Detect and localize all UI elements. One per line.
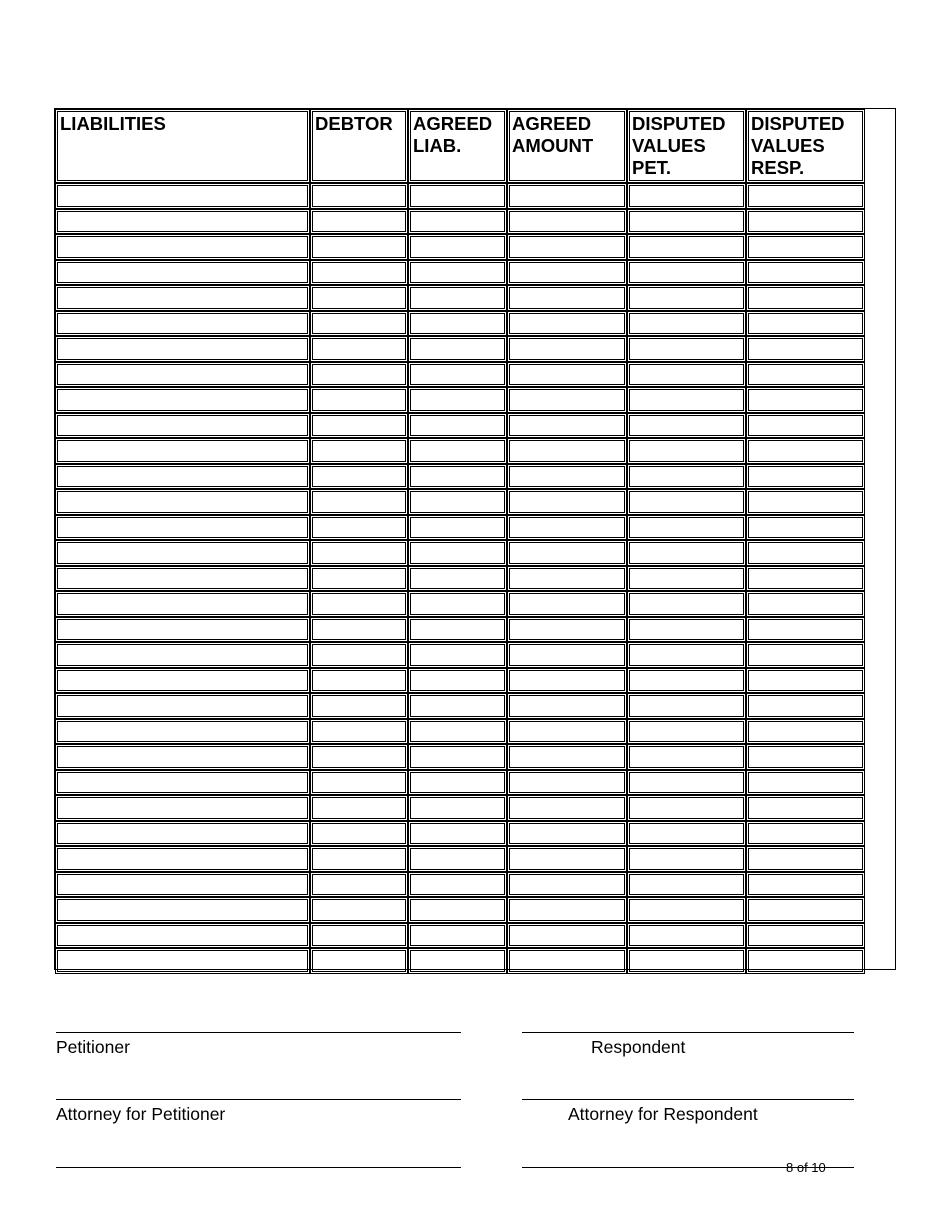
table-cell[interactable]	[310, 515, 408, 541]
table-row	[55, 260, 865, 286]
table-cell[interactable]	[507, 387, 627, 413]
header-liabilities: LIABILITIES	[55, 109, 310, 183]
table-cell[interactable]	[55, 413, 310, 439]
table-cell[interactable]	[746, 591, 865, 617]
table-row	[55, 591, 865, 617]
table-cell[interactable]	[746, 744, 865, 770]
table-row	[55, 183, 865, 209]
table-cell[interactable]	[408, 846, 507, 872]
table-cell[interactable]	[408, 362, 507, 388]
table-cell[interactable]	[310, 362, 408, 388]
table-row	[55, 770, 865, 796]
table-cell[interactable]	[408, 591, 507, 617]
table-row	[55, 515, 865, 541]
table-row	[55, 795, 865, 821]
table-cell[interactable]	[310, 387, 408, 413]
table-cell[interactable]	[746, 183, 865, 209]
table-cell[interactable]	[746, 260, 865, 286]
table-cell[interactable]	[507, 464, 627, 490]
table-cell[interactable]	[746, 285, 865, 311]
table-cell[interactable]	[746, 234, 865, 260]
table-cell[interactable]	[746, 795, 865, 821]
table-cell[interactable]	[507, 795, 627, 821]
table-cell[interactable]	[627, 846, 746, 872]
table-cell[interactable]	[310, 744, 408, 770]
table-cell[interactable]	[310, 464, 408, 490]
table-cell[interactable]	[746, 948, 865, 974]
table-cell[interactable]	[310, 642, 408, 668]
attorney-petitioner-label: Attorney for Petitioner	[56, 1104, 226, 1124]
table-cell[interactable]	[408, 336, 507, 362]
table-cell[interactable]	[55, 489, 310, 515]
table-cell[interactable]	[408, 413, 507, 439]
header-disputed-values-pet: DISPUTED VALUES PET.	[627, 109, 746, 183]
table-cell[interactable]	[408, 795, 507, 821]
table-cell[interactable]	[746, 821, 865, 847]
table-cell[interactable]	[507, 438, 627, 464]
table-cell[interactable]	[627, 719, 746, 745]
table-cell[interactable]	[55, 540, 310, 566]
table-cell[interactable]	[627, 668, 746, 694]
table-cell[interactable]	[746, 617, 865, 643]
table-row	[55, 897, 865, 923]
table-cell[interactable]	[55, 642, 310, 668]
table-cell[interactable]	[507, 923, 627, 949]
table-cell[interactable]	[507, 948, 627, 974]
table-row	[55, 285, 865, 311]
table-cell[interactable]	[310, 209, 408, 235]
table-cell[interactable]	[408, 234, 507, 260]
table-row	[55, 489, 865, 515]
table-row	[55, 540, 865, 566]
table-cell[interactable]	[746, 311, 865, 337]
table-cell[interactable]	[408, 744, 507, 770]
table-cell[interactable]	[408, 693, 507, 719]
table-cell[interactable]	[55, 285, 310, 311]
attorney-respondent-signature-line[interactable]	[522, 1099, 854, 1100]
table-cell[interactable]	[408, 897, 507, 923]
table-cell[interactable]	[507, 336, 627, 362]
table-cell[interactable]	[627, 693, 746, 719]
table-cell[interactable]	[310, 719, 408, 745]
table-cell[interactable]	[310, 413, 408, 439]
table-cell[interactable]	[408, 540, 507, 566]
table-cell[interactable]	[746, 693, 865, 719]
table-cell[interactable]	[507, 668, 627, 694]
table-cell[interactable]	[408, 489, 507, 515]
table-cell[interactable]	[408, 438, 507, 464]
table-cell[interactable]	[408, 311, 507, 337]
table-cell[interactable]	[507, 770, 627, 796]
extra-signature-line-left[interactable]	[56, 1167, 461, 1168]
table-cell[interactable]	[408, 617, 507, 643]
table-cell[interactable]	[507, 872, 627, 898]
table-cell[interactable]	[627, 591, 746, 617]
table-cell[interactable]	[408, 566, 507, 592]
table-cell[interactable]	[627, 872, 746, 898]
table-cell[interactable]	[55, 770, 310, 796]
table-cell[interactable]	[627, 540, 746, 566]
respondent-label: Respondent	[591, 1037, 686, 1057]
table-row	[55, 311, 865, 337]
table-cell[interactable]	[507, 311, 627, 337]
table-cell[interactable]	[55, 693, 310, 719]
table-row	[55, 234, 865, 260]
table-cell[interactable]	[746, 872, 865, 898]
table-cell[interactable]	[55, 591, 310, 617]
table-cell[interactable]	[310, 770, 408, 796]
table-row	[55, 744, 865, 770]
table-cell[interactable]	[507, 846, 627, 872]
table-cell[interactable]	[627, 311, 746, 337]
table-cell[interactable]	[627, 260, 746, 286]
table-cell[interactable]	[746, 642, 865, 668]
table-cell[interactable]	[627, 336, 746, 362]
table-cell[interactable]	[310, 260, 408, 286]
table-cell[interactable]	[55, 183, 310, 209]
liabilities-table	[55, 109, 865, 974]
table-row	[55, 413, 865, 439]
table-row	[55, 642, 865, 668]
table-cell[interactable]	[507, 693, 627, 719]
table-cell[interactable]	[408, 464, 507, 490]
table-row	[55, 948, 865, 974]
table-cell[interactable]	[507, 642, 627, 668]
table-cell[interactable]	[746, 387, 865, 413]
table-cell[interactable]	[408, 923, 507, 949]
table-cell[interactable]	[627, 566, 746, 592]
table-header-row	[55, 109, 865, 183]
table-cell[interactable]	[408, 821, 507, 847]
table-cell[interactable]	[55, 515, 310, 541]
table-cell[interactable]	[310, 821, 408, 847]
table-cell[interactable]	[55, 234, 310, 260]
table-cell[interactable]	[746, 362, 865, 388]
attorney-respondent-label: Attorney for Respondent	[568, 1104, 758, 1124]
table-cell[interactable]	[310, 566, 408, 592]
table-cell[interactable]	[507, 540, 627, 566]
table-cell[interactable]	[746, 464, 865, 490]
table-cell[interactable]	[627, 770, 746, 796]
petitioner-signature-line[interactable]	[56, 1032, 461, 1033]
table-row	[55, 821, 865, 847]
table-cell[interactable]	[507, 897, 627, 923]
table-cell[interactable]	[627, 821, 746, 847]
table-cell[interactable]	[507, 719, 627, 745]
table-row	[55, 336, 865, 362]
table-cell[interactable]	[507, 234, 627, 260]
table-row	[55, 693, 865, 719]
table-cell[interactable]	[310, 795, 408, 821]
table-cell[interactable]	[55, 260, 310, 286]
table-cell[interactable]	[627, 489, 746, 515]
table-cell[interactable]	[310, 183, 408, 209]
table-row	[55, 872, 865, 898]
table-cell[interactable]	[746, 668, 865, 694]
table-cell[interactable]	[507, 413, 627, 439]
table-cell[interactable]	[746, 846, 865, 872]
table-cell[interactable]	[310, 948, 408, 974]
table-cell[interactable]	[55, 668, 310, 694]
table-cell[interactable]	[310, 897, 408, 923]
table-cell[interactable]	[55, 387, 310, 413]
table-cell[interactable]	[310, 489, 408, 515]
header-disputed-values-resp: DISPUTED VALUES RESP.	[746, 109, 865, 183]
table-cell[interactable]	[408, 642, 507, 668]
table-row	[55, 923, 865, 949]
header-debtor: DEBTOR	[310, 109, 408, 183]
liabilities-table-frame	[54, 108, 896, 970]
table-cell[interactable]	[310, 311, 408, 337]
table-cell[interactable]	[507, 566, 627, 592]
table-cell[interactable]	[507, 489, 627, 515]
table-cell[interactable]	[310, 872, 408, 898]
table-cell[interactable]	[627, 642, 746, 668]
table-cell[interactable]	[746, 336, 865, 362]
table-cell[interactable]	[746, 719, 865, 745]
table-cell[interactable]	[310, 591, 408, 617]
table-cell[interactable]	[310, 846, 408, 872]
table-cell[interactable]	[627, 795, 746, 821]
table-cell[interactable]	[310, 617, 408, 643]
table-cell[interactable]	[408, 515, 507, 541]
table-cell[interactable]	[507, 744, 627, 770]
table-cell[interactable]	[627, 413, 746, 439]
table-cell[interactable]	[310, 693, 408, 719]
table-row	[55, 464, 865, 490]
table-row	[55, 719, 865, 745]
header-agreed-liab: AGREED LIAB.	[408, 109, 507, 183]
header-agreed-amount: AGREED AMOUNT	[507, 109, 627, 183]
table-cell[interactable]	[408, 770, 507, 796]
table-cell[interactable]	[310, 668, 408, 694]
table-cell[interactable]	[507, 362, 627, 388]
table-cell[interactable]	[55, 209, 310, 235]
table-cell[interactable]	[55, 872, 310, 898]
attorney-petitioner-signature-line[interactable]	[56, 1099, 461, 1100]
table-cell[interactable]	[746, 897, 865, 923]
table-cell[interactable]	[408, 719, 507, 745]
table-cell[interactable]	[310, 234, 408, 260]
page-number: 8 of 10	[786, 1160, 826, 1175]
table-cell[interactable]	[627, 923, 746, 949]
table-cell[interactable]	[746, 540, 865, 566]
table-cell[interactable]	[55, 719, 310, 745]
table-cell[interactable]	[746, 770, 865, 796]
table-row	[55, 438, 865, 464]
respondent-signature-line[interactable]	[522, 1032, 854, 1033]
table-cell[interactable]	[408, 387, 507, 413]
table-cell[interactable]	[746, 413, 865, 439]
table-cell[interactable]	[55, 923, 310, 949]
table-row	[55, 668, 865, 694]
table-row	[55, 209, 865, 235]
table-cell[interactable]	[55, 336, 310, 362]
table-cell[interactable]	[55, 897, 310, 923]
table-row	[55, 387, 865, 413]
table-cell[interactable]	[627, 617, 746, 643]
table-cell[interactable]	[310, 285, 408, 311]
table-cell[interactable]	[408, 285, 507, 311]
table-cell[interactable]	[746, 923, 865, 949]
table-cell[interactable]	[408, 872, 507, 898]
table-cell[interactable]	[408, 209, 507, 235]
table-cell[interactable]	[310, 438, 408, 464]
table-cell[interactable]	[507, 515, 627, 541]
table-cell[interactable]	[55, 795, 310, 821]
table-cell[interactable]	[507, 183, 627, 209]
table-cell[interactable]	[746, 489, 865, 515]
table-cell[interactable]	[310, 540, 408, 566]
table-cell[interactable]	[55, 744, 310, 770]
table-cell[interactable]	[55, 821, 310, 847]
table-cell[interactable]	[627, 209, 746, 235]
table-cell[interactable]	[627, 744, 746, 770]
table-cell[interactable]	[627, 515, 746, 541]
table-cell[interactable]	[627, 897, 746, 923]
table-cell[interactable]	[746, 515, 865, 541]
table-cell[interactable]	[627, 183, 746, 209]
table-cell[interactable]	[507, 260, 627, 286]
table-cell[interactable]	[310, 336, 408, 362]
table-cell[interactable]	[627, 362, 746, 388]
table-cell[interactable]	[408, 260, 507, 286]
table-cell[interactable]	[55, 846, 310, 872]
table-row	[55, 617, 865, 643]
table-cell[interactable]	[627, 438, 746, 464]
table-cell[interactable]	[55, 566, 310, 592]
table-cell[interactable]	[507, 591, 627, 617]
table-cell[interactable]	[627, 948, 746, 974]
table-cell[interactable]	[627, 387, 746, 413]
petitioner-label: Petitioner	[56, 1037, 130, 1057]
table-cell[interactable]	[55, 948, 310, 974]
table-cell[interactable]	[746, 209, 865, 235]
table-cell[interactable]	[55, 311, 310, 337]
table-cell[interactable]	[746, 438, 865, 464]
table-cell[interactable]	[408, 948, 507, 974]
table-cell[interactable]	[55, 617, 310, 643]
table-row	[55, 566, 865, 592]
table-cell[interactable]	[408, 668, 507, 694]
table-row	[55, 846, 865, 872]
table-cell[interactable]	[55, 362, 310, 388]
table-cell[interactable]	[55, 464, 310, 490]
table-cell[interactable]	[627, 285, 746, 311]
table-cell[interactable]	[507, 617, 627, 643]
table-cell[interactable]	[310, 923, 408, 949]
table-cell[interactable]	[507, 209, 627, 235]
table-cell[interactable]	[627, 234, 746, 260]
table-cell[interactable]	[507, 285, 627, 311]
table-cell[interactable]	[55, 438, 310, 464]
table-cell[interactable]	[507, 821, 627, 847]
table-cell[interactable]	[627, 464, 746, 490]
table-row	[55, 362, 865, 388]
table-cell[interactable]	[408, 183, 507, 209]
table-cell[interactable]	[746, 566, 865, 592]
